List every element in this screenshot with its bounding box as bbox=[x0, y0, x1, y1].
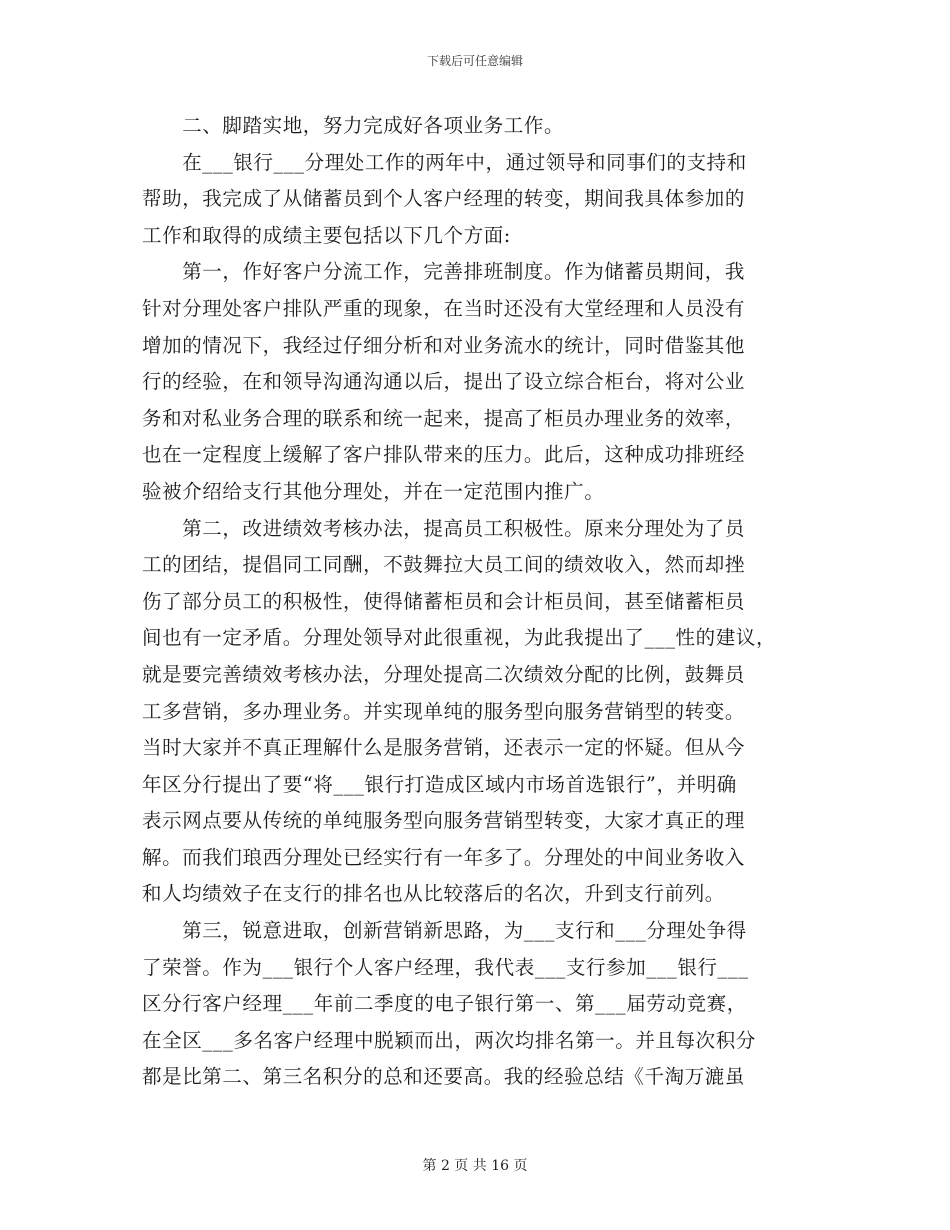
page-header: 下载后可任意编辑 bbox=[426, 54, 523, 68]
text-line: 和人均绩效子在支行的排名也从比较落后的名次，升到支行前列。 bbox=[142, 882, 725, 906]
text-line: 表示网点要从传统的单纯服务型向服务营销型转变，大家才真正的理 bbox=[142, 809, 746, 833]
document-body bbox=[142, 108, 832, 1096]
text-line: 验被介绍给支行其他分理处，并在一定范围内推广。 bbox=[142, 479, 605, 503]
text-line: 在全区___多名客户经理中脱颖而出，两次均排名第一。并且每次积分 bbox=[142, 1028, 756, 1052]
page-footer: 第 2 页 共 16 页 bbox=[422, 1158, 528, 1174]
text-line: 了荣誉。作为___银行个人客户经理，我代表___支行参加___银行___ bbox=[142, 955, 749, 979]
text-line: 工多营销，多办理业务。并实现单纯的服务型向服务营销型的转变。 bbox=[142, 699, 746, 723]
text-line: 间也有一定矛盾。分理处领导对此很重视，为此我提出了___性的建议， bbox=[142, 626, 777, 650]
text-line: 区分行客户经理___年前二季度的电子银行第一、第___届劳动竞赛， bbox=[142, 992, 747, 1016]
text-line: 第一，作好客户分流工作，完善排班制度。作为储蓄员期间，我 bbox=[142, 260, 746, 284]
text-line: 也在一定程度上缓解了客户排队带来的压力。此后，这种成功排班经 bbox=[142, 443, 746, 467]
text-line: 行的经验，在和领导沟通沟通以后，提出了设立综合柜台，将对公业 bbox=[142, 370, 746, 394]
text-line: 第二，改进绩效考核办法，提高员工积极性。原来分理处为了员 bbox=[142, 516, 746, 540]
text-line: 工的团结，提倡同工同酬，不鼓舞拉大员工间的绩效收入，然而却挫 bbox=[142, 553, 746, 577]
text-line: 当时大家并不真正理解什么是服务营销，还表示一定的怀疑。但从今 bbox=[142, 736, 746, 760]
text-line: 伤了部分员工的积极性，使得储蓄柜员和会计柜员间，甚至储蓄柜员 bbox=[142, 589, 746, 613]
text-line: 第三，锐意进取，创新营销新思路，为___支行和___分理处争得 bbox=[142, 919, 747, 943]
text-line: 解。而我们琅西分理处已经实行有一年多了。分理处的中间业务收入 bbox=[142, 845, 746, 869]
text-line: 在___银行___分理处工作的两年中，通过领导和同事们的支持和 bbox=[142, 150, 747, 174]
text-line: 就是要完善绩效考核办法，分理处提高二次绩效分配的比例，鼓舞员 bbox=[142, 662, 746, 686]
text-line: 针对分理处客户排队严重的现象，在当时还没有大堂经理和人员没有 bbox=[142, 296, 746, 320]
text-line: 增加的情况下，我经过仔细分析和对业务流水的统计，同时借鉴其他 bbox=[142, 333, 746, 357]
text-line: 都是比第二、第三名积分的总和还要高。我的经验总结《千淘万漉虽 bbox=[142, 1065, 746, 1089]
text-line: 年区分行提出了要“将___银行打造成区域内市场首选银行”，并明确 bbox=[142, 772, 737, 796]
text-line: 务和对私业务合理的联系和统一起来，提高了柜员办理业务的效率， bbox=[142, 406, 746, 430]
text-line: 工作和取得的成绩主要包括以下几个方面: bbox=[142, 223, 511, 247]
text-line: 二、脚踏实地，努力完成好各项业务工作。 bbox=[142, 114, 565, 137]
text-line: 帮助，我完成了从储蓄员到个人客户经理的转变，期间我具体参加的 bbox=[142, 187, 746, 211]
